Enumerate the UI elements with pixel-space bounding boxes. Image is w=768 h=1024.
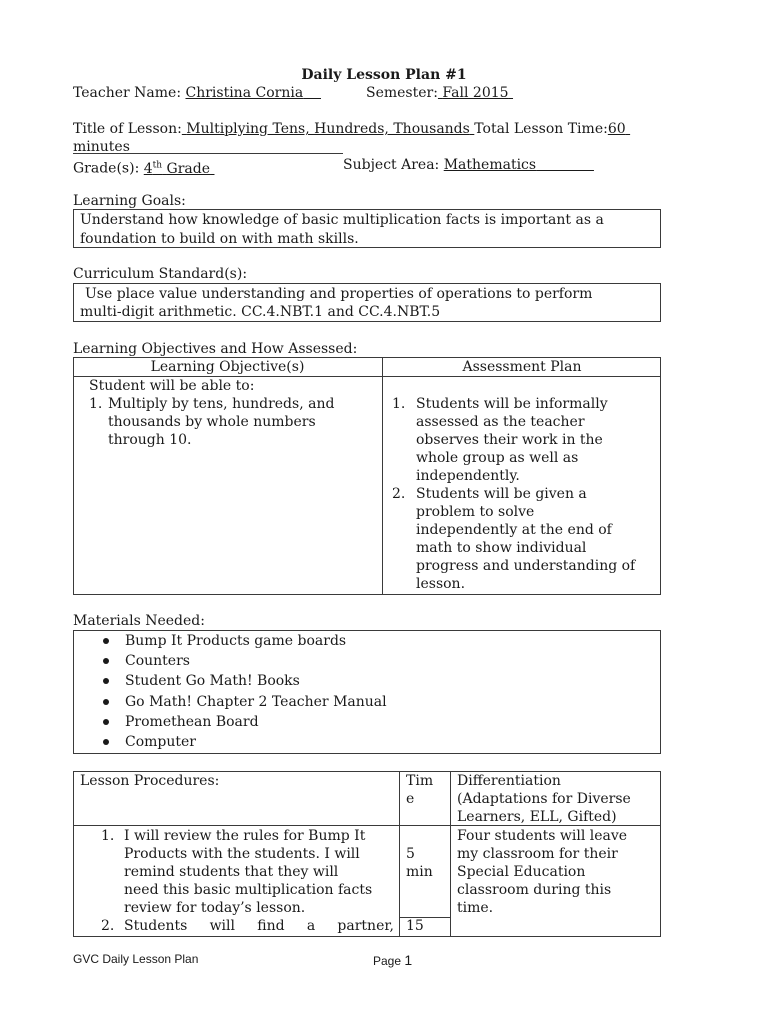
assessment-text: whole group as well as — [416, 450, 579, 466]
time-column-header: Tim — [406, 773, 434, 789]
underline-rule — [73, 153, 343, 154]
curriculum-line: Use place value understanding and properties of operations to perform — [85, 286, 593, 302]
semester-row — [366, 84, 513, 102]
page-number: 1 — [404, 952, 413, 968]
bullet-icon — [103, 678, 109, 684]
table-divider — [399, 771, 400, 937]
differentiation-text: classroom during this — [457, 882, 612, 898]
assessment-text: independently at the end of — [416, 522, 612, 538]
objective-column-header: Learning Objective(s) — [150, 359, 305, 375]
procedure-number: 1. — [101, 828, 115, 844]
lesson-title-value: Multiplying Tens, Hundreds, Thousands — [186, 121, 470, 137]
assessment-column-header: Assessment Plan — [462, 359, 582, 375]
differentiation-column-header: Learners, ELL, Gifted) — [457, 809, 617, 825]
procedure-time: 5 — [406, 846, 415, 862]
differentiation-text: Special Education — [457, 864, 586, 880]
objective-text: through 10. — [108, 432, 192, 448]
learning-goals-heading: Learning Goals: — [73, 193, 186, 209]
procedure-time: 15 — [406, 918, 424, 934]
objective-text: thousands by whole numbers — [108, 414, 316, 430]
procedure-text: Students will find a partner, — [124, 918, 394, 934]
grade-number: 4 — [143, 160, 153, 177]
subject-value: Mathematics — [443, 157, 537, 173]
differentiation-text: Four students will leave — [457, 828, 628, 844]
grade-sup: th — [152, 160, 163, 170]
grade-row — [73, 156, 214, 178]
bullet-icon — [103, 658, 109, 664]
list-item: Go Math! Chapter 2 Teacher Manual — [73, 692, 387, 712]
differentiation-column-header: Differentiation — [457, 773, 561, 789]
differentiation-text: time. — [457, 900, 494, 916]
procedure-time: min — [406, 864, 433, 880]
teacher-label: Teacher Name: — [73, 85, 182, 101]
procedure-text: review for today’s lesson. — [124, 900, 306, 916]
lesson-title-row — [73, 120, 630, 138]
page-title: Daily Lesson Plan #1 — [301, 67, 467, 83]
assessment-text: observes their work in the — [416, 432, 603, 448]
list-item: Computer — [73, 732, 387, 752]
bullet-icon — [103, 638, 109, 644]
footer-page — [373, 952, 412, 968]
assessment-text: lesson. — [416, 576, 466, 592]
grade-suffix: Grade — [166, 160, 211, 177]
assessment-text: progress and understanding of — [416, 558, 636, 574]
curriculum-box — [73, 283, 661, 322]
teacher-row — [73, 84, 321, 102]
assessment-number: 2. — [392, 486, 406, 502]
differentiation-column-header: (Adaptations for Diverse — [457, 791, 631, 807]
materials-list — [73, 631, 387, 752]
procedure-text: remind students that they will — [124, 864, 339, 880]
assessment-number: 1. — [392, 396, 406, 412]
list-item: Counters — [73, 651, 387, 671]
learning-goals-line: foundation to build on with math skills. — [80, 231, 359, 247]
bullet-icon — [103, 739, 109, 745]
objective-intro: Student will be able to: — [89, 378, 255, 394]
total-time-unit: minutes — [73, 139, 130, 155]
subject-label: Subject Area: — [343, 157, 440, 173]
differentiation-text: my classroom for their — [457, 846, 618, 862]
list-item: Promethean Board — [73, 712, 387, 732]
table-divider — [450, 771, 451, 937]
materials-heading: Materials Needed: — [73, 613, 205, 629]
semester-value: Fall 2015 — [442, 85, 509, 101]
total-time-label: Total Lesson Time: — [474, 121, 608, 137]
semester-label: Semester: — [366, 85, 438, 101]
objective-text: Multiply by tens, hundreds, and — [108, 396, 335, 412]
curriculum-line: multi-digit arithmetic. CC.4.NBT.1 and CC.4.NBT.5 — [80, 304, 441, 320]
grade-label: Grade(s): — [73, 160, 140, 177]
procedure-text: Products with the students. I will — [124, 846, 360, 862]
lesson-title-label: Title of Lesson: — [73, 121, 182, 137]
assessment-text: Students will be given a — [416, 486, 587, 502]
procedure-number: 2. — [101, 918, 115, 934]
procedure-text: need this basic multiplication facts — [124, 882, 373, 898]
teacher-value: Christina Cornia — [185, 85, 304, 101]
footer-left: GVC Daily Lesson Plan — [73, 952, 199, 966]
total-time-value: 60 — [607, 121, 626, 137]
time-column-header: e — [406, 791, 415, 807]
assessment-text: problem to solve — [416, 504, 535, 520]
assessment-text: math to show individual — [416, 540, 587, 556]
learning-goals-box — [73, 209, 661, 248]
bullet-icon — [103, 699, 109, 705]
objective-number: 1. — [89, 396, 103, 412]
assessment-text: Students will be informally — [416, 396, 608, 412]
objectives-heading: Learning Objectives and How Assessed: — [73, 341, 358, 357]
learning-goals-line: Understand how knowledge of basic multiplication facts is important as a — [80, 212, 604, 228]
curriculum-heading: Curriculum Standard(s): — [73, 266, 248, 282]
subject-row — [343, 156, 594, 174]
assessment-text: independently. — [416, 468, 520, 484]
table-divider — [382, 357, 383, 595]
assessment-text: assessed as the teacher — [416, 414, 585, 430]
list-item: Bump It Products game boards — [73, 631, 387, 651]
procedure-text: I will review the rules for Bump It — [124, 828, 366, 844]
bullet-icon — [103, 719, 109, 725]
list-item: Student Go Math! Books — [73, 671, 387, 691]
procedures-column-header: Lesson Procedures: — [80, 773, 220, 789]
page-label: Page — [373, 954, 402, 968]
